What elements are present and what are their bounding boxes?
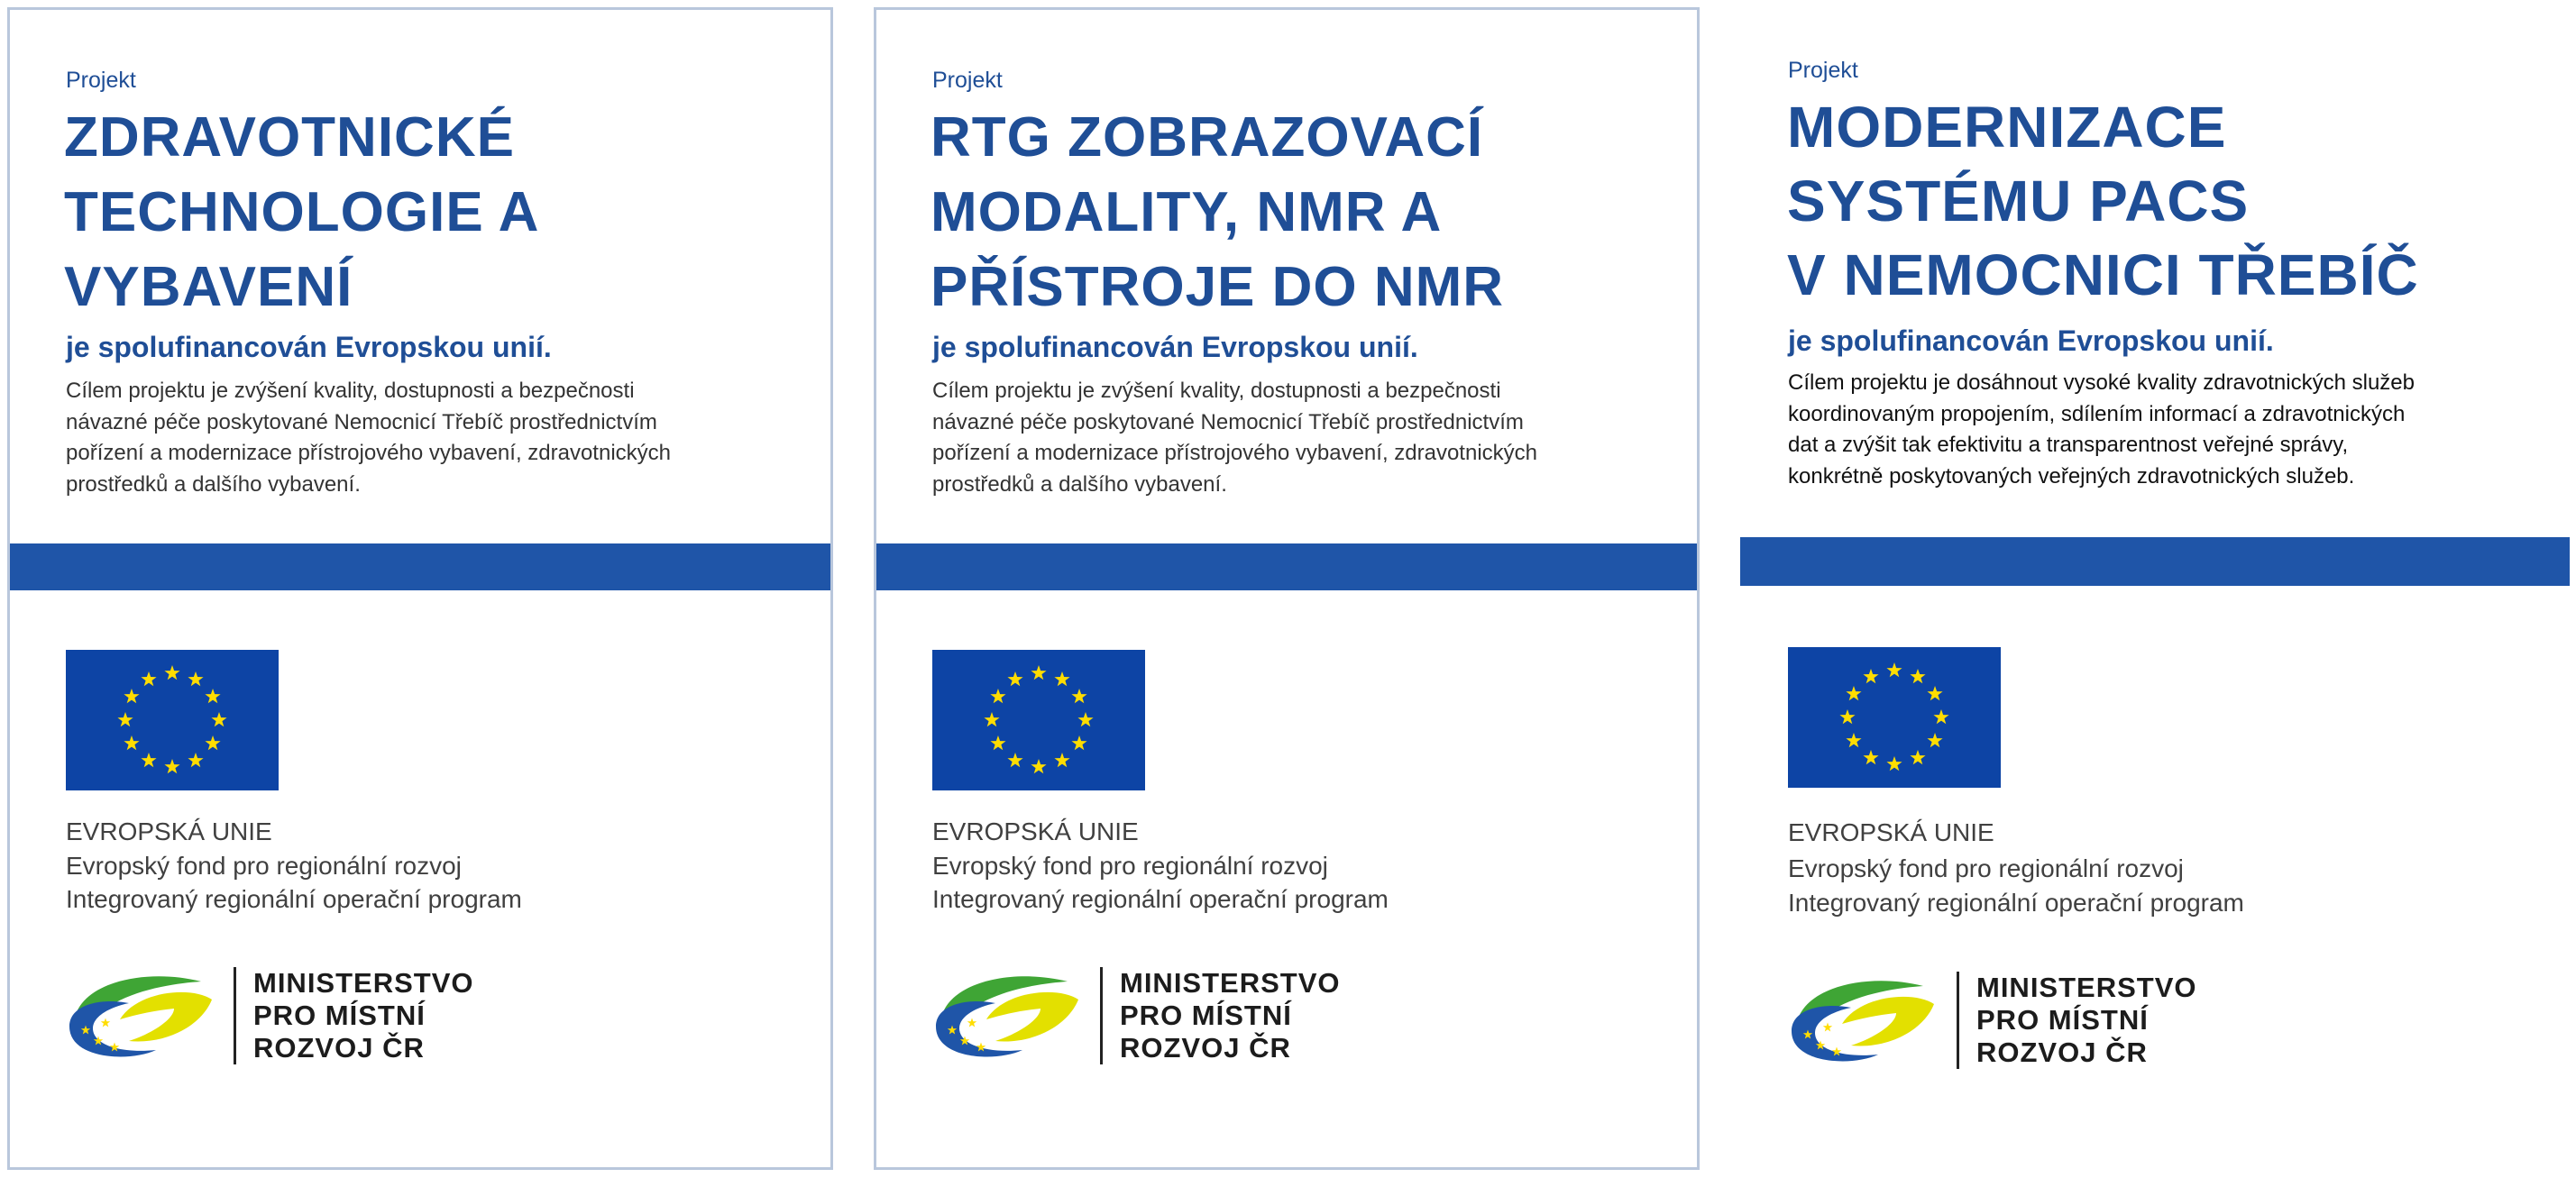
eu-program-name: Integrovaný regionální operační program [932,885,1389,913]
ministry-line: ROZVOJ ČR [1120,1032,1291,1064]
project-description [1788,368,2415,492]
ministry-line: PRO MÍSTNÍ [1976,1004,2149,1036]
eu-flag-graphic [66,650,279,790]
title-line: RTG ZOBRAZOVACÍ [930,106,1484,169]
logo-divider [1100,967,1103,1064]
description-line: prostředků a dalšího vybavení. [66,471,361,497]
description-line: prostředků a dalšího vybavení. [932,471,1227,497]
ministry-line: MINISTERSTVO [253,967,474,999]
title-line: TECHNOLOGIE A [64,181,540,243]
eu-flag-graphic [1788,647,2001,788]
project-description [932,376,1537,500]
eu-flag-icon [932,650,1145,790]
ministry-name [253,967,474,1064]
logo-divider [1957,972,1959,1069]
description-line: Cílem projektu je dosáhnout vysoké kvality zdravotnických služeb [1788,370,2415,395]
title-line: MODERNIZACE [1787,95,2227,160]
blue-band [876,543,1697,590]
description-line: konkrétně poskytovaných veřejných zdravotnických služeb. [1788,463,2355,489]
poster-rtg-zobrazovaci [874,7,1700,1170]
description-line: návazné péče poskytované Nemocnicí Třebíč prostřednictvím [66,409,657,434]
project-title [1787,90,2419,312]
eu-flag-icon [1788,647,2001,788]
ministry-name [1976,972,2197,1069]
title-line: MODALITY, NMR A [930,181,1443,243]
logo-star [101,1018,110,1027]
project-label: Projekt [66,68,136,93]
title-line: V NEMOCNICI TŘEBÍČ [1787,242,2419,307]
eu-fund-name: Evropský fond pro regionální rozvoj [1788,854,2184,882]
description-line: Cílem projektu je zvýšení kvality, dostupnosti a bezpečnosti [66,379,635,403]
logo-star [1823,1023,1832,1032]
blue-band [1740,537,2570,586]
cofinanced-statement: je spolufinancován Evropskou unií. [932,331,1418,363]
project-description [66,376,671,500]
logo-yellow-swoosh [1842,997,1934,1046]
description-line: dat a zvýšit tak efektivitu a transparentnost veřejné správy, [1788,433,2349,457]
description-line: Cílem projektu je zvýšení kvality, dostupnosti a bezpečnosti [932,379,1501,403]
eu-fund-name: Evropský fond pro regionální rozvoj [66,852,462,880]
mmr-logo-icon [66,963,215,1064]
eu-name: EVROPSKÁ UNIE [932,817,1139,845]
logo-yellow-swoosh [986,992,1078,1042]
eu-program-name: Integrovaný regionální operační program [66,885,522,913]
ministry-line: ROZVOJ ČR [253,1032,425,1064]
mmr-logo-graphic [66,963,215,1064]
logo-divider [234,967,236,1064]
eu-name: EVROPSKÁ UNIE [1788,818,1994,846]
ministry-line: PRO MÍSTNÍ [1120,1000,1292,1031]
title-line: PŘÍSTROJE DO NMR [930,256,1505,318]
project-label: Projekt [932,68,1003,93]
description-line: pořízení a modernizace přístrojového vybavení, zdravotnických [66,441,672,465]
project-title [930,100,1504,324]
description-line: pořízení a modernizace přístrojového vybavení, zdravotnických [932,441,1538,465]
ministry-line: PRO MÍSTNÍ [253,1000,426,1031]
logo-yellow-swoosh [120,992,212,1042]
mmr-logo-icon [1788,968,1938,1069]
eu-flag-graphic [932,650,1145,790]
ministry-line: MINISTERSTVO [1120,967,1341,999]
description-line: návazné péče poskytované Nemocnicí Třebíč prostřednictvím [932,409,1524,434]
cofinanced-statement: je spolufinancován Evropskou unií. [1788,324,2274,357]
blue-band [10,543,830,590]
eu-name: EVROPSKÁ UNIE [66,817,272,845]
logo-star [967,1018,976,1027]
project-title [64,100,539,324]
description-line: koordinovaným propojením, sdílením informací a zdravotnických [1788,401,2406,426]
project-label: Projekt [1788,58,1858,83]
cofinanced-statement: je spolufinancován Evropskou unií. [66,331,552,363]
ministry-line: ROZVOJ ČR [1976,1036,2148,1068]
eu-program-name: Integrovaný regionální operační program [1788,889,2244,917]
ministry-line: MINISTERSTVO [1976,972,2197,1003]
poster-modernizace-pacs [1740,7,2570,1170]
title-line: VYBAVENÍ [64,256,353,318]
mmr-logo-graphic [1788,968,1938,1069]
title-line: ZDRAVOTNICKÉ [64,106,515,169]
mmr-logo-icon [932,963,1082,1064]
ministry-name [1120,967,1341,1064]
mmr-logo-graphic [932,963,1082,1064]
eu-fund-name: Evropský fond pro regionální rozvoj [932,852,1328,880]
eu-flag-icon [66,650,279,790]
poster-zdravotnicke-technologie [7,7,833,1170]
title-line: SYSTÉMU PACS [1787,169,2250,233]
